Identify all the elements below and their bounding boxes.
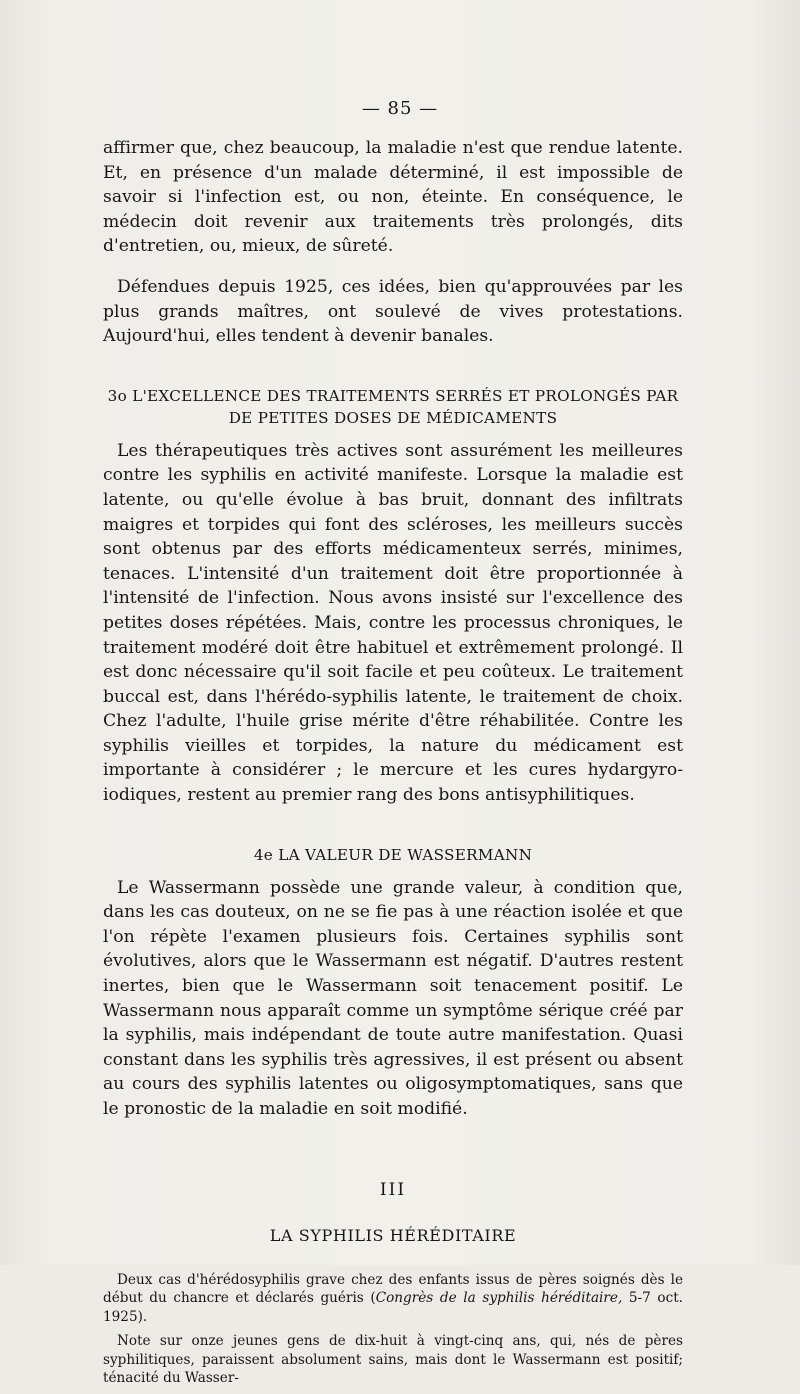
page-content [103,136,683,1394]
footnote-1-text: Deux cas d'hérédosyphilis grave chez des enfants issus de pères soignés dès le début du chancre et déclarés guéris ( [103,1271,683,1307]
paragraph-continuation: affirmer que, chez beaucoup, la maladie n'est que rendue latente. Et, en présence d'un malade déterminé, il est impossible de savoir si l'infection est, ou non, éteinte. En conséquence, le médecin doit revenir aux traitements très prolongés, dits d'entretien, ou, mieux, de sûreté. [103,138,683,257]
part-numeral: III [379,1179,407,1200]
page-number: — 85 — [361,98,439,119]
section-heading-excellence: 3o L'EXCELLENCE DES TRAITEMENTS SERRÉS ET PROLONGÉS PAR DE PETITES DOSES DE MÉDICAMENTS [107,386,679,427]
part-title: LA SYPHILIS HÉRÉDITAIRE [269,1226,517,1246]
section-heading-wassermann: 4e LA VALEUR DE WASSERMANN [253,845,533,864]
paragraph-wassermann: Le Wassermann possède une grande valeur, à condition que, dans les cas douteux, on ne se fie pas à une réaction isolée et que l'on répète l'examen plusieurs fois. Certaines syphilis sont évolutives, alors que le Wassermann est négatif. D'autres restent inertes, bien que le Wassermann soit tenacement positif. Le Wassermann nous apparaît comme un symptôme sérique créé par la syphilis, mais indépendant de toute autre manifestation. Quasi constant dans les syphilis très agressives, il est présent ou absent au cours des syphilis latentes ou oligosymptomatiques, sans que le pronostic de la maladie en soit modifié. [103,877,683,1119]
paragraph-defendues: Défendues depuis 1925, ces idées, bien qu'approuvées par les plus grands maîtres, ont soulevé de vives protestations. Aujourd'hui, elles tendent à devenir banales. [103,276,683,347]
footnote-2: Note sur onze jeunes gens de dix-huit à vingt-cinq ans, qui, nés de pères syphilitiques, paraissent absolument sains, mais dont le Wassermann est positif; ténacité du Wasser- [103,1333,683,1387]
footnote-1-citation: Congrès de la syphilis héréditaire, [375,1290,623,1307]
footnote-1-end: 5-7 oct. 1925). [103,1290,683,1325]
paragraph-excellence: Les thérapeutiques très actives sont assurément les meilleures contre les syphilis en activité manifeste. Lorsque la maladie est latente, ou qu'elle évolue à bas bruit, donnant des infiltrats maigres et torpides qui font des scléroses, les meilleurs succès sont obtenus par des efforts médicamenteux serrés, minimes, tenaces. L'intensité d'un traitement doit être proportionnée à l'intensité de l'infection. Nous avons insisté sur l'excellence des petites doses répétées. Mais, contre les processus chroniques, le traitement modéré doit être habituel et extrêmement prolongé. Il est donc nécessaire qu'il soit facile et peu coûteux. Le traitement buccal est, dans l'hérédo-syphilis latente, le traitement de choix. Chez l'adulte, l'huile grise mérite d'être réhabilitée. Contre les syphilis vieilles et torpides, la nature du médicament est importante à considérer ; le mercure et les cures hydargyro-iodiques, restent au premier rang des bons antisyphilitiques. [103,440,683,806]
footnotes [103,1271,683,1388]
footnote-1 [103,1271,683,1327]
